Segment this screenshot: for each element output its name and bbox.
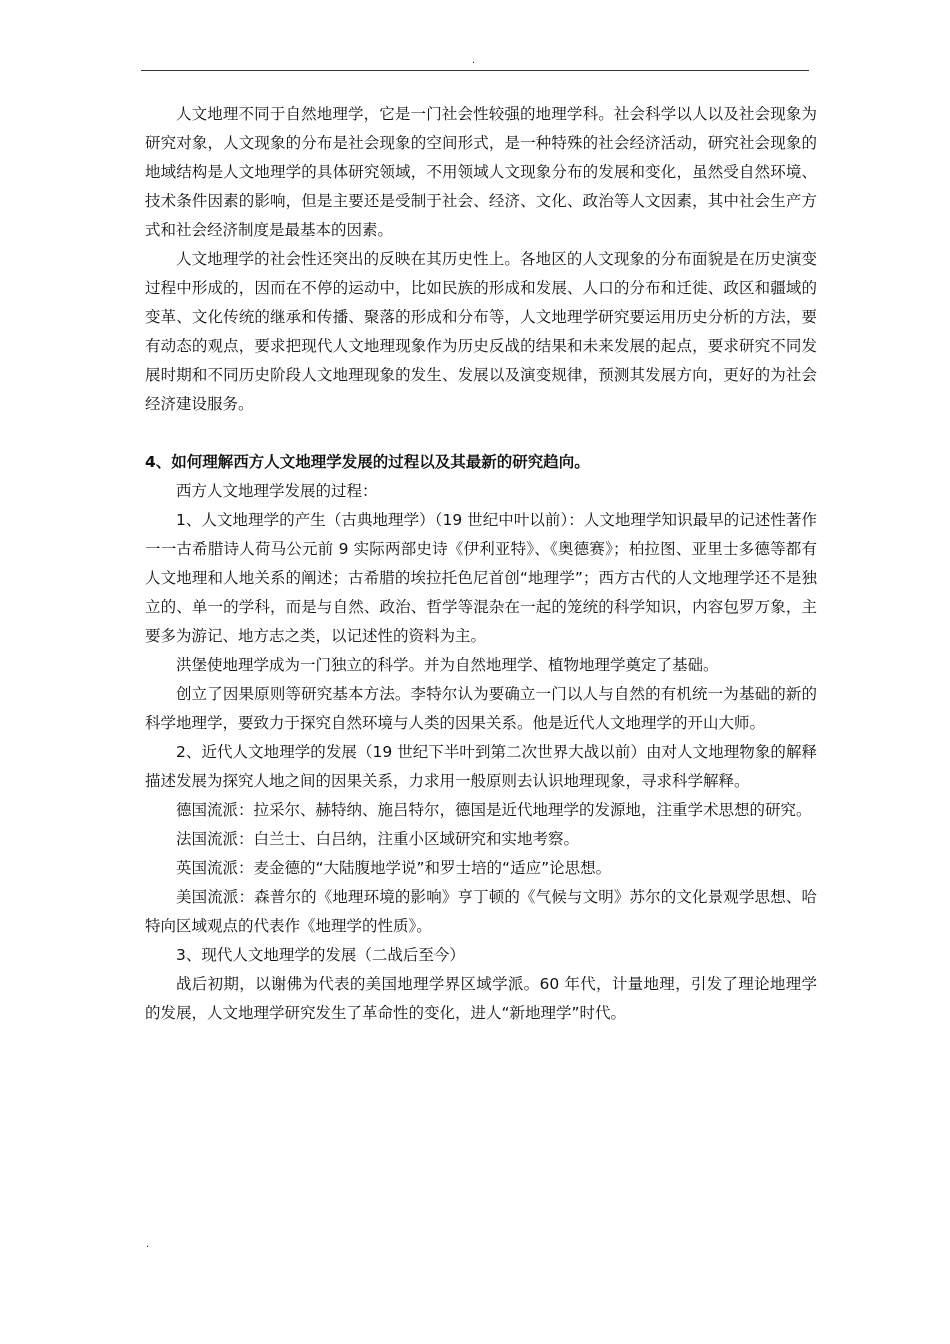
body-paragraph: 西方人文地理学发展的过程：: [176, 482, 378, 500]
document-body: [145, 100, 817, 1028]
body-paragraph: 3、现代人文地理学的发展（二战后至今）: [176, 946, 465, 964]
body-paragraph: 洪堡使地理学成为一门独立的科学。并为自然地理学、植物地理学奠定了基础。: [176, 656, 719, 674]
section-gap: [145, 419, 817, 448]
header-mark: .: [472, 55, 476, 66]
body-paragraph: 人文地理不同于自然地理学，它是一门社会性较强的地理学科。社会科学以人以及社会现象为研究对象，人文现象的分布是社会现象的空间形式，是一种特殊的社会经济活动，研究社会现象的地域结构是人文地理学的具体研究领域，不用领域人文现象分布的发展和变化，虽然受自然环境、技术条件因素的影响，但是主要还是受制于社会、经济、文化、政治等人文因素，其中社会生产方式和社会经济制度是最基本的因素。: [145, 105, 817, 239]
body-paragraph: 1、人文地理学的产生（古典地理学）（19 世纪中叶以前）：人文地理学知识最早的记述性著作一一古希腊诗人荷马公元前 9 实际两部史诗《伊利亚特》、《奥德赛》；柏拉图、亚里士多德等都有人文地理和人地关系的阐述；古希腊的埃拉托色尼首创“地理学”；西方古代的人文地理学还不是独立的、单一的学科，而是与自然、政治、哲学等混杂在一起的笼统的科学知识，内容包罗万象，主要多为游记、地方志之类，以记述性的资料为主。: [145, 511, 817, 645]
body-paragraph: 战后初期，以谢佛为代表的美国地理学界区域学派。60 年代，计量地理，引发了理论地理学的发展，人文地理学研究发生了革命性的变化，进人“新地理学”时代。: [145, 975, 817, 1022]
body-paragraph: 美国流派：森普尔的《地理环境的影响》亨丁顿的《气候与文明》苏尔的文化景观学思想、哈特向区域观点的代表作《地理学的性质》。: [145, 888, 817, 935]
body-paragraph: 创立了因果原则等研究基本方法。李特尔认为要确立一门以人与自然的有机统一为基础的新的科学地理学，要致力于探究自然环境与人类的因果关系。他是近代人文地理学的开山大师。: [145, 685, 817, 732]
question-heading: 4、如何理解西方人文地理学发展的过程以及其最新的研究趋向。: [145, 453, 590, 471]
body-paragraph: 2、近代人文地理学的发展（19 世纪下半叶到第二次世界大战以前）由对人文地理物象的解释描述发展为探究人地之间的因果关系，力求用一般原则去认识地理现象，寻求科学解释。: [145, 743, 817, 790]
footer-mark: .: [146, 1239, 150, 1250]
body-paragraph: 英国流派：麦金德的“大陆腹地学说”和罗士培的“适应”论思想。: [176, 859, 612, 877]
body-paragraph: 人文地理学的社会性还突出的反映在其历史性上。各地区的人文现象的分布面貌是在历史演变过程中形成的，因而在不停的运动中，比如民族的形成和发展、人口的分布和迁徙、政区和疆域的变革、文化传统的继承和传播、聚落的形成和分布等，人文地理学研究要运用历史分析的方法，要有动态的观点，要求把现代人文地理现象作为历史反战的结果和未来发展的起点，要求研究不同发展时期和不同历史阶段人文地理现象的发生、发展以及演变规律，预测其发展方向，更好的为社会经济建设服务。: [145, 250, 817, 413]
body-paragraph: 德国流派：拉采尔、赫特纳、施吕特尔，德国是近代地理学的发源地，注重学术思想的研究。: [176, 801, 812, 819]
header-rule: [141, 70, 809, 71]
body-paragraph: 法国流派：白兰士、白吕纳，注重小区域研究和实地考察。: [176, 830, 580, 848]
